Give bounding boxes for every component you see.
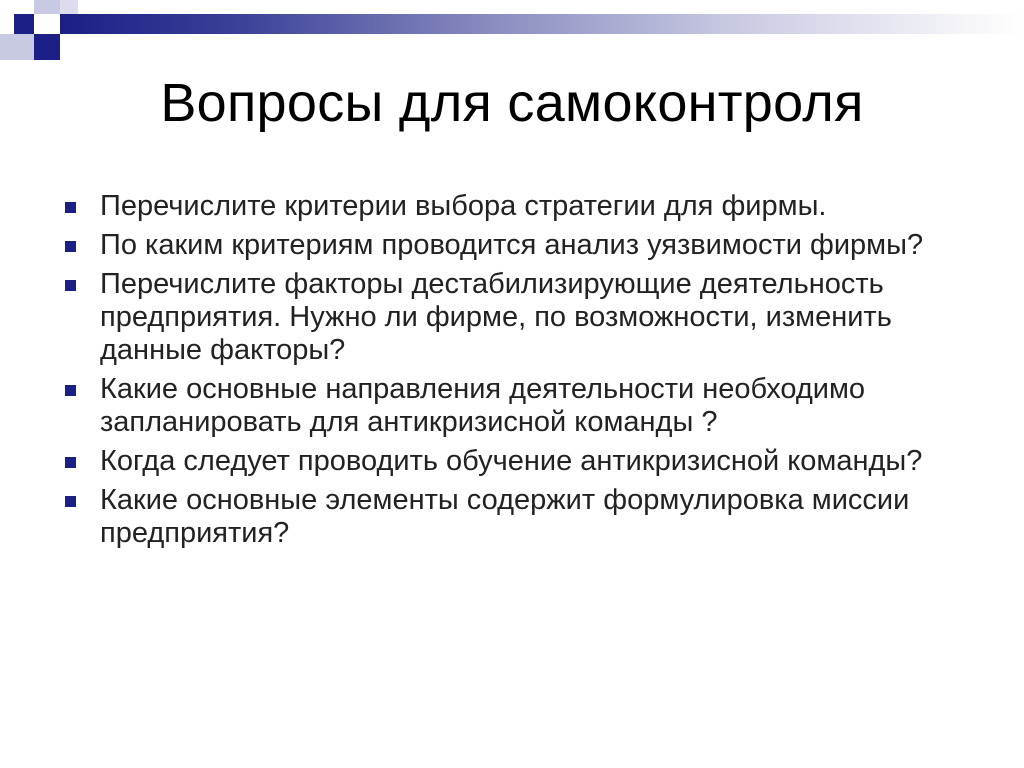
- slide-title: Вопросы для самоконтроля: [160, 73, 864, 133]
- bullet-item: [62, 484, 962, 550]
- square-bullet-icon: [65, 280, 76, 291]
- deco-square: [34, 0, 60, 14]
- bullet-item: [62, 190, 962, 223]
- deco-square: [60, 0, 78, 14]
- bullet-item: [62, 268, 962, 367]
- square-bullet-icon: [65, 202, 76, 213]
- square-bullet-icon: [65, 457, 76, 468]
- bullet-item: [62, 445, 962, 478]
- bullet-text: Перечислите факторы дестабилизирующие деятельность предприятия. Нужно ли фирме, по возможности, изменить данные факторы?: [100, 268, 892, 366]
- bullet-text: Какие основные элементы содержит формулировка миссии предприятия?: [100, 484, 910, 549]
- square-bullet-icon: [65, 496, 76, 507]
- bullet-text: По каким критериям проводится анализ уязвимости фирмы?: [100, 229, 924, 261]
- bullet-text: Какие основные направления деятельности необходимо запланировать для антикризисной команды ?: [100, 373, 866, 438]
- bullet-item: [62, 373, 962, 439]
- bullet-list: [62, 190, 962, 556]
- deco-square: [34, 34, 60, 60]
- deco-square: [0, 14, 14, 34]
- square-bullet-icon: [65, 385, 76, 396]
- deco-square: [0, 34, 34, 60]
- square-bullet-icon: [65, 241, 76, 252]
- bullet-item: [62, 229, 962, 262]
- bullet-text: Перечислите критерии выбора стратегии для фирмы.: [100, 190, 827, 222]
- header-gradient-band: [60, 14, 1024, 34]
- deco-square: [34, 14, 60, 34]
- deco-square: [14, 14, 34, 34]
- bullet-text: Когда следует проводить обучение антикризисной команды?: [100, 445, 923, 477]
